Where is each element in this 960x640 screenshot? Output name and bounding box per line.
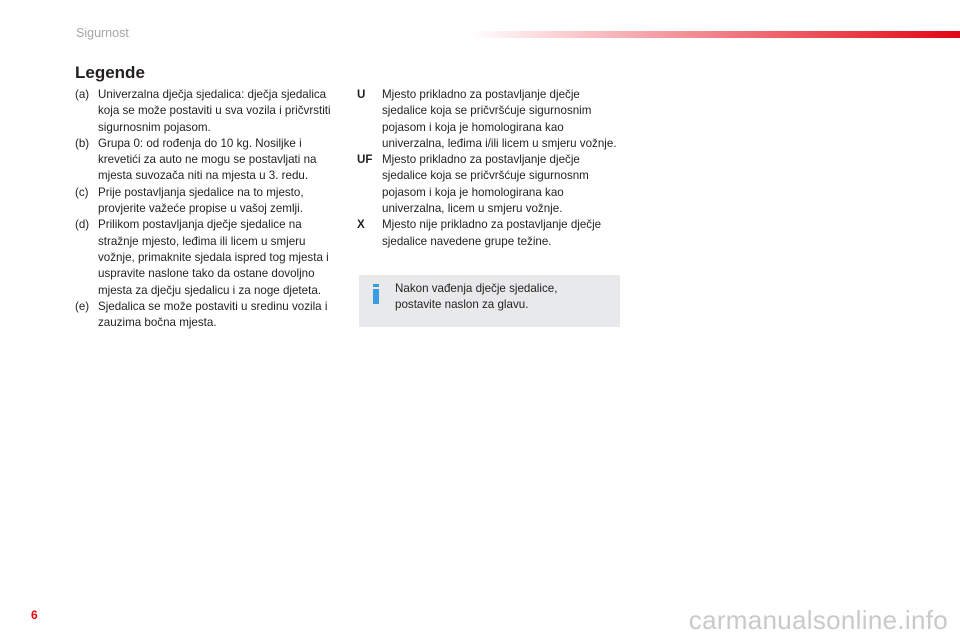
legend-item-a (75, 87, 345, 136)
legend-text: Univerzalna dječja sjedalica: dječja sjedalica koja se može postaviti u sva vozila i pričvrstiti sigurnosnim pojasom. (98, 88, 331, 134)
legend-item-e (75, 299, 345, 332)
legend-key: X (357, 218, 365, 232)
watermark: carmanualsonline.info (688, 605, 948, 635)
legend-key: U (357, 88, 366, 101)
legend-key: (b) (75, 136, 90, 150)
page-number: 6 (31, 608, 38, 622)
legend-text: Mjesto prikladno za postavljanje dječje sjedalice koja se pričvršćuje sigurnosnim pojasom i koja je homologirana kao univerzalna, leđima i/ili licem u smjeru vožnje. (382, 88, 617, 150)
legend-text: Prilikom postavljanja dječje sjedalice na stražnje mjesto, leđima ili licem u smjeru vožnje, primaknite sjedala ispred tog mjesta i uspravite naslone tako da ostane dovoljno mjesta za dječju sjedalicu i za noge djeteta. (98, 218, 329, 297)
legend-item-u (357, 87, 627, 152)
legend-text: Sjedalica se može postaviti u sredinu vozila i zauzima bočna mjesta. (98, 299, 328, 330)
legend-text: Mjesto prikladno za postavljanje dječje sjedalice koja se pričvršćuje sigurnosnm pojasom i koja je homologirana kao univerzalna, licem u smjeru vožnje. (382, 153, 589, 216)
legend-key: (d) (75, 218, 90, 232)
legend-item-b (75, 136, 345, 185)
legend-left-column (75, 87, 345, 331)
legend-item-c (75, 185, 345, 218)
page-heading: Legende (75, 63, 145, 82)
info-note-box (359, 275, 620, 327)
legend-text: Mjesto nije prikladno za postavljanje dječje sjedalice navedene grupe težine. (382, 218, 602, 248)
info-note-text: Nakon vađenja dječje sjedalice, postavite naslon za glavu. (395, 282, 558, 312)
legend-key: UF (357, 153, 373, 167)
legend-text: Grupa 0: od rođenja do 10 kg. Nosiljke i krevetići za auto ne mogu se postavljati na mjesta suvozača niti na mjesta u 3. redu. (98, 136, 317, 183)
legend-right-column (357, 87, 627, 250)
header-accent-bar (470, 31, 960, 38)
legend-text: Prije postavljanja sjedalice na to mjesto, provjerite važeće propise u vašoj zemlji. (98, 185, 304, 216)
legend-key: (e) (75, 299, 90, 313)
legend-key: (a) (75, 88, 90, 101)
legend-item-x (357, 217, 627, 250)
section-title: Sigurnost (76, 26, 129, 40)
legend-key: (c) (75, 185, 89, 199)
legend-item-d (75, 217, 345, 298)
info-icon (371, 284, 381, 304)
legend-item-uf (357, 152, 627, 217)
